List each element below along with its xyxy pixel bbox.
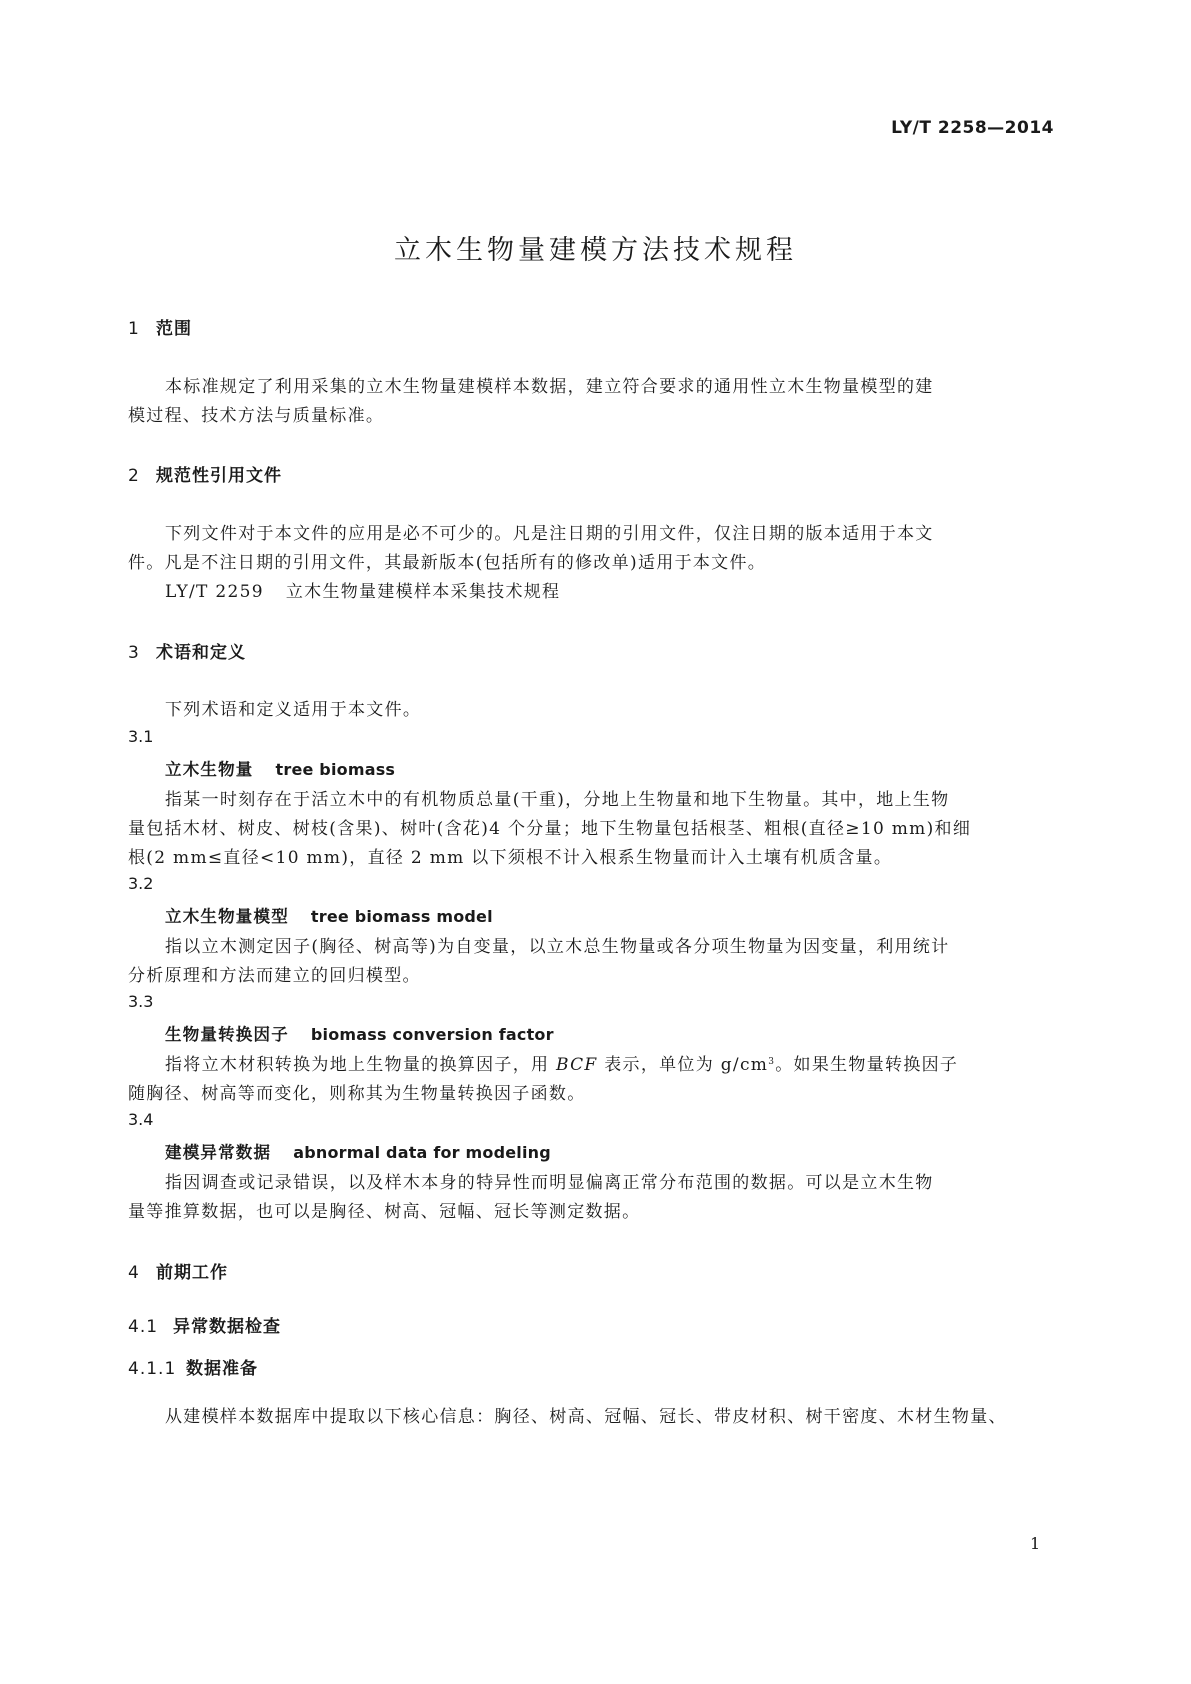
page-number: 1	[1030, 1534, 1041, 1553]
paragraph-line: 根(2 mm≤直径<10 mm)，直径 2 mm 以下须根不计入根系生物量而计入土壤有机质含量。	[128, 848, 893, 868]
paragraph-line: 随胸径、树高等而变化，则称其为生物量转换因子函数。	[128, 1084, 586, 1104]
term-number: 3.3	[128, 992, 154, 1011]
section-title: 前期工作	[156, 1263, 228, 1283]
paragraph-line: 件。凡是不注日期的引用文件，其最新版本(包括所有的修改单)适用于本文件。	[128, 553, 767, 573]
paragraph-line: 指以立木测定因子(胸径、树高等)为自变量，以立木总生物量或各分项生物量为因变量，利用统计	[165, 937, 950, 957]
term-english: tree biomass	[275, 760, 396, 779]
section-number: 3	[128, 643, 140, 663]
section-title: 异常数据检查	[173, 1317, 281, 1337]
standard-code: LY/T 2258—2014	[891, 118, 1054, 138]
section-number: 4.1	[128, 1317, 159, 1337]
paragraph-line: 下列术语和定义适用于本文件。	[165, 700, 422, 720]
term-heading	[165, 756, 395, 780]
reference-code: LY/T 2259	[165, 582, 264, 602]
section-title: 术语和定义	[156, 643, 246, 663]
paragraph-line: 模过程、技术方法与质量标准。	[128, 406, 385, 426]
text-run: 表示，单位为 g/cm	[597, 1055, 769, 1075]
abbreviation-bcf: BCF	[556, 1055, 598, 1075]
paragraph-line: 量包括木材、树皮、树枝(含果)、树叶(含花)4 个分量；地下生物量包括根茎、粗根(直径≥10 mm)和细	[128, 819, 972, 839]
term-number: 3.2	[128, 874, 154, 893]
normative-reference	[165, 577, 560, 602]
paragraph-line: 量等推算数据，也可以是胸径、树高、冠幅、冠长等测定数据。	[128, 1202, 641, 1222]
term-heading	[165, 1021, 554, 1045]
section-4-heading	[128, 1258, 228, 1283]
text-run: 指将立木材积转换为地上生物量的换算因子，用	[165, 1055, 557, 1075]
paragraph-line: 从建模样本数据库中提取以下核心信息：胸径、树高、冠幅、冠长、带皮材积、树干密度、木材生物量、	[165, 1407, 1007, 1427]
term-number: 3.1	[128, 727, 154, 746]
section-number: 1	[128, 319, 140, 339]
term-english: biomass conversion factor	[310, 1025, 554, 1044]
superscript: 3	[768, 1057, 776, 1067]
subsection-4-1-heading	[128, 1312, 281, 1337]
section-1-heading	[128, 314, 192, 339]
reference-title: 立木生物量建模样本采集技术规程	[285, 582, 561, 602]
section-title: 范围	[156, 319, 192, 339]
text-run: 。如果生物量转换因子	[775, 1055, 959, 1075]
paragraph-line	[165, 1050, 958, 1075]
subsection-4-1-1-heading	[128, 1354, 258, 1379]
section-title: 数据准备	[186, 1359, 258, 1379]
term-heading	[165, 903, 493, 927]
term-chinese: 立木生物量模型	[165, 907, 289, 926]
term-number: 3.4	[128, 1110, 154, 1129]
section-number: 2	[128, 466, 140, 486]
term-heading	[165, 1139, 551, 1163]
term-english: tree biomass model	[310, 907, 493, 926]
section-2-heading	[128, 461, 282, 486]
paragraph-line: 下列文件对于本文件的应用是必不可少的。凡是注日期的引用文件，仅注日期的版本适用于本文	[165, 524, 934, 544]
term-chinese: 生物量转换因子	[165, 1025, 289, 1044]
document-title: 立木生物量建模方法技术规程	[394, 235, 797, 266]
section-number: 4	[128, 1263, 140, 1283]
paragraph-line: 分析原理和方法而建立的回归模型。	[128, 966, 421, 986]
paragraph-line: 指某一时刻存在于活立木中的有机物质总量(干重)，分地上生物量和地下生物量。其中，地上生物	[165, 790, 950, 810]
term-chinese: 建模异常数据	[165, 1143, 272, 1162]
paragraph-line: 指因调查或记录错误，以及样木本身的特异性而明显偏离正常分布范围的数据。可以是立木生物	[165, 1173, 934, 1193]
term-chinese: 立木生物量	[165, 760, 254, 779]
paragraph-line: 本标准规定了利用采集的立木生物量建模样本数据，建立符合要求的通用性立木生物量模型的建	[165, 377, 934, 397]
section-3-heading	[128, 638, 246, 663]
term-english: abnormal data for modeling	[293, 1143, 551, 1162]
section-title: 规范性引用文件	[156, 466, 282, 486]
section-number: 4.1.1	[128, 1359, 177, 1379]
